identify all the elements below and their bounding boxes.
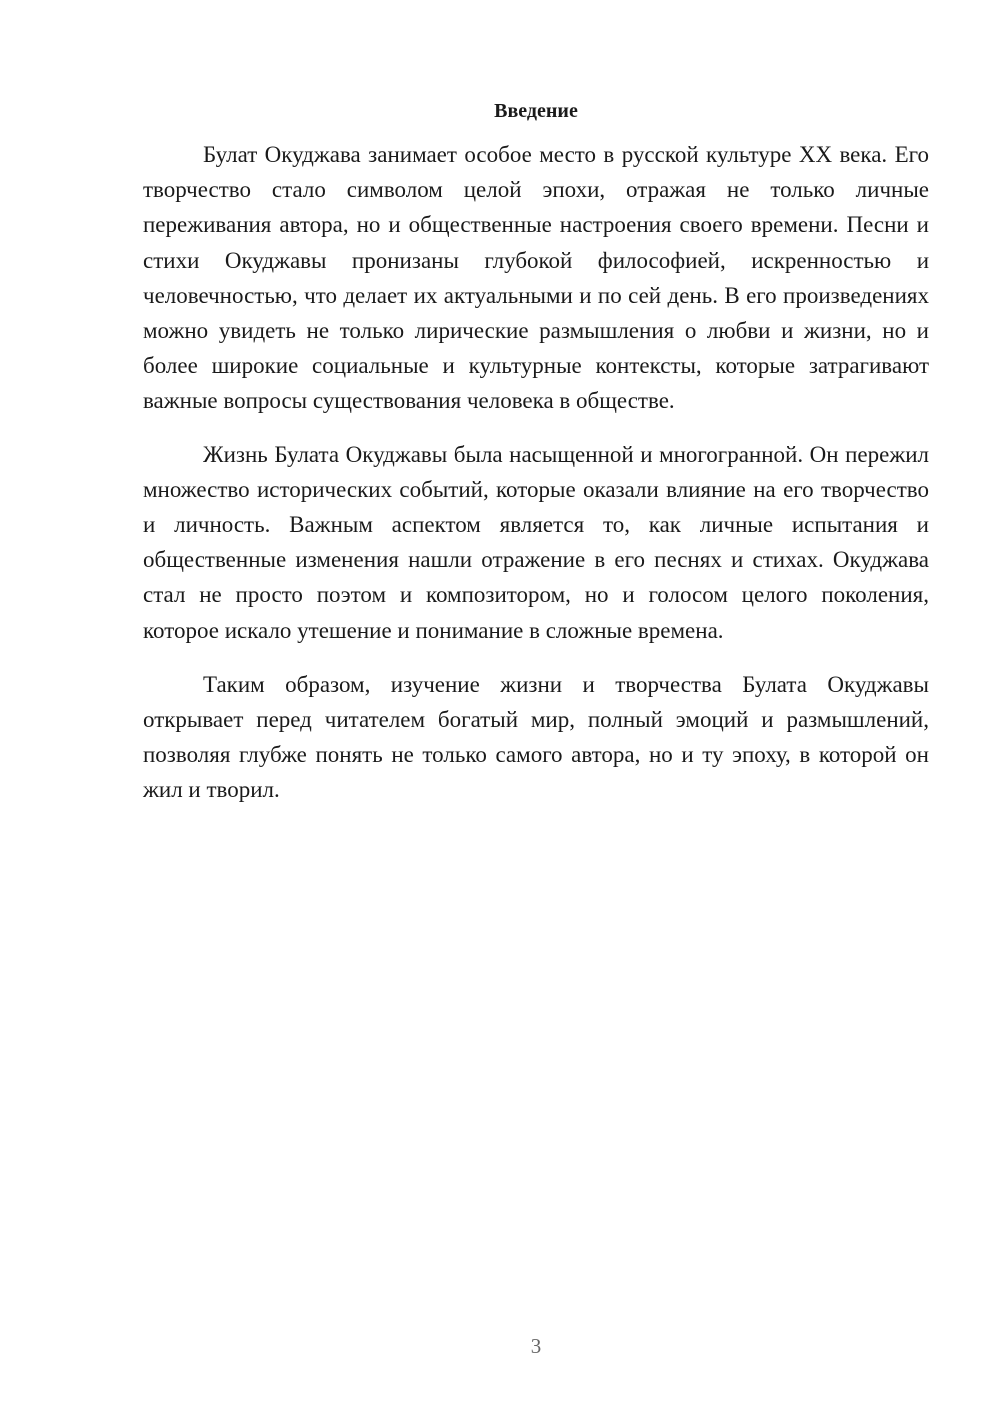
page-content	[143, 96, 929, 808]
paragraph-3: Таким образом, изучение жизни и творчества Булата Окуджавы открывает перед читателем богатый мир, полный эмоций и размышлений, позволяя глубже понять не только самого автора, но и ту эпоху, в которой он жил и творил.	[143, 671, 929, 803]
section-heading: Введение	[494, 100, 578, 122]
paragraph-2: Жизнь Булата Окуджавы была насыщенной и многогранной. Он пережил множество исторических событий, которые оказали влияние на его творчество и личность. Важным аспектом является то, как личные испытания и общественные изменения нашли отражение в его песнях и стихах. Окуджава стал не просто поэтом и композитором, но и голосом целого поколения, которое искало утешение и понимание в сложные времена.	[143, 441, 929, 643]
paragraph-1: Булат Окуджава занимает особое место в русской культуре XX века. Его творчество стало символом целой эпохи, отражая не только личные переживания автора, но и общественные настроения своего времени. Песни и стихи Окуджавы пронизаны глубокой философией, искренностью и человечностью, что делает их актуальными и по сей день. В его произведениях можно увидеть не только лирические размышления о любви и жизни, но и более широкие социальные и культурные контексты, которые затрагивают важные вопросы существования человека в обществе.	[143, 142, 929, 414]
page-number: 3	[530, 1334, 542, 1358]
